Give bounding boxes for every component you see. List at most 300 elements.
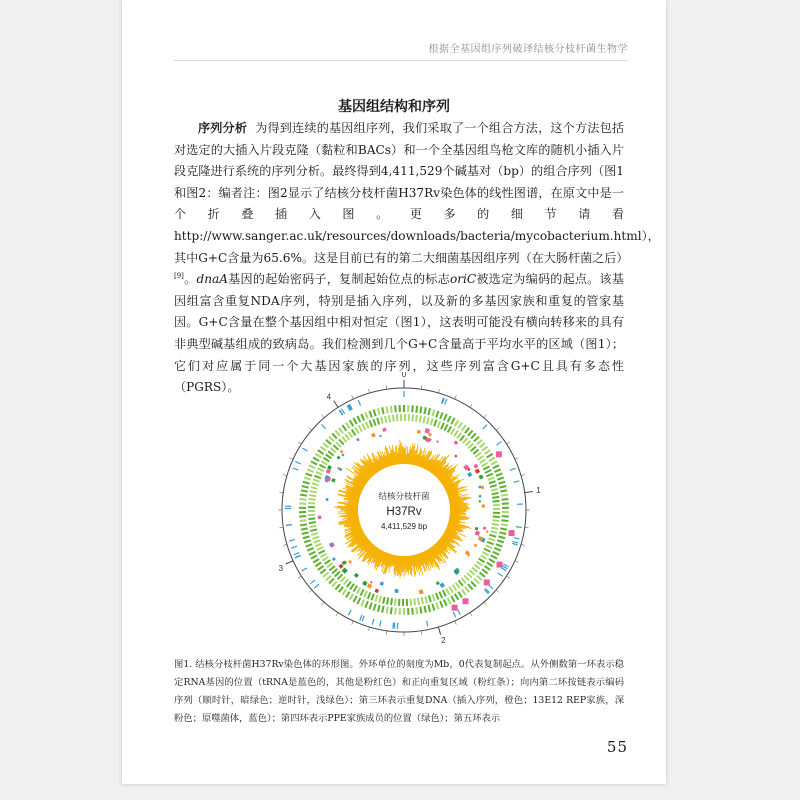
cds-reverse-mark [312, 537, 319, 539]
cds-reverse-mark [320, 554, 326, 557]
cds-reverse-mark [317, 547, 323, 550]
paragraph-heading: 序列分析 [198, 121, 248, 135]
cds-reverse-mark [312, 483, 319, 485]
cds-reverse-mark [411, 599, 412, 606]
rna-gene-mark [498, 573, 503, 576]
genome-circular-map [266, 372, 542, 648]
gene-name-dnaA: dnaA [196, 272, 228, 287]
center-strain-label: H37Rv [386, 506, 422, 518]
scale-tick [289, 458, 293, 460]
body-paragraph [174, 118, 660, 399]
cds-reverse-mark [420, 416, 421, 423]
gc-value-line [450, 508, 470, 509]
cds-reverse-mark [477, 562, 483, 566]
cds-reverse-mark [438, 421, 441, 427]
paragraph-text-part-b: 。 [183, 272, 197, 287]
cds-reverse-mark [422, 597, 423, 604]
cds-forward-mark [301, 490, 308, 491]
cds-forward-mark [361, 414, 364, 420]
cds-reverse-mark [319, 465, 325, 468]
cds-forward-mark [304, 540, 311, 542]
rna-gene-mark [358, 400, 360, 406]
cds-forward-mark [339, 428, 343, 433]
repeat-dna-mark [332, 557, 336, 561]
repeat-dna-mark [342, 568, 348, 574]
repeat-dna-mark [362, 581, 367, 586]
cds-forward-mark [353, 418, 356, 424]
cds-reverse-mark [473, 450, 478, 454]
rna-gene-mark [348, 610, 351, 615]
cds-forward-mark [428, 605, 430, 612]
cds-forward-mark [306, 544, 313, 546]
cds-reverse-mark [425, 596, 427, 603]
rna-gene-mark [489, 585, 493, 589]
cds-reverse-mark [490, 485, 497, 487]
cds-forward-mark [465, 428, 469, 433]
repeat-dna-mark [380, 582, 384, 586]
repeat-dna-mark [375, 589, 379, 593]
rna-gene-mark [314, 584, 319, 588]
scale-label-1mb: 1 [536, 486, 541, 496]
cds-forward-mark [346, 423, 350, 429]
cds-reverse-mark [359, 425, 362, 431]
cds-reverse-mark [395, 599, 396, 606]
rna-gene-mark [453, 612, 456, 617]
repeat-region-mark [452, 605, 458, 611]
scale-tick [484, 602, 487, 605]
rna-gene-mark [286, 525, 292, 526]
cds-forward-mark [300, 524, 307, 525]
repeat-region-mark [497, 562, 503, 568]
scale-tick [421, 631, 422, 635]
rna-gene-mark [291, 546, 297, 548]
scale-label-2mb: 2 [441, 636, 446, 646]
cds-forward-mark [342, 589, 346, 595]
rna-gene-mark [393, 623, 394, 629]
paragraph-text-part-a: 为得到连续的基因组序列，我们采取了一个组合方法，这个方法包括对选定的大插入片段克隆（黏粒和BACs）和一个全基因组鸟枪文库的随机小插入片段克隆进行系统的序列分析。最终得到4,411,529个碱基对（bp）的组合序列（图1和图2：编者注：图2显示了结核分枝杆菌H37Rv染色体的线性图谱，在原文中是一个折叠插入图。更多的细节请看http://www.sanger.ac.uk/resources/downloads/bacteria/mycobacterium.html），其中G+C含量为65.6%。这是目前已有的第二大细菌基因组序列（在大肠杆菌之后） [174, 121, 660, 265]
rna-gene-mark [372, 619, 374, 625]
scale-tick [525, 491, 533, 492]
cds-reverse-mark [352, 430, 356, 436]
cds-forward-mark [353, 596, 356, 602]
cds-reverse-mark [492, 520, 499, 521]
paragraph-text-part-d: 被选定为编码的起点。该基因组富含重复NDA序列，特别是插入序列，以及新的多基因家族和重复的管家基因。G+C含量在整个基因组中相对恒定（图1），这表明可能没有横向转移来的具有非典型碱基组成的致病岛。我们检测到几个G+C含量高于平均水平的区域（图1）；它们对应属于同一个大基因家族的序列，这些序列富含G+C且具有多态性（PGRS）。 [174, 272, 624, 395]
cds-reverse-mark [318, 550, 324, 553]
cds-reverse-mark [443, 590, 446, 596]
scale-tick [386, 385, 387, 389]
cds-reverse-mark [315, 544, 321, 547]
cds-forward-mark [335, 431, 340, 436]
repeat-dna-mark [454, 440, 459, 445]
repeat-dna-mark [486, 530, 489, 533]
cds-reverse-mark [475, 453, 481, 457]
cds-reverse-mark [314, 476, 321, 479]
cds-reverse-mark [484, 549, 490, 552]
cds-forward-mark [500, 490, 507, 491]
cds-reverse-mark [308, 518, 315, 519]
rna-gene-mark [516, 527, 522, 528]
cds-forward-mark [501, 520, 508, 521]
cds-reverse-mark [448, 426, 451, 432]
rna-gene-mark [427, 621, 428, 627]
cds-forward-mark [378, 605, 380, 612]
cds-forward-mark [484, 566, 490, 570]
cds-reverse-mark [487, 542, 494, 545]
repeat-dna-mark [467, 472, 472, 477]
repeat-dna-mark [337, 456, 341, 460]
cds-reverse-mark [383, 597, 385, 604]
scale-tick [309, 427, 312, 430]
cds-reverse-mark [412, 414, 413, 421]
repeat-dna-mark [475, 531, 480, 536]
cds-reverse-mark [338, 574, 343, 579]
scale-tick [484, 415, 487, 418]
scale-tick [283, 544, 287, 545]
cds-reverse-mark [416, 415, 417, 422]
cds-forward-mark [311, 461, 317, 464]
cds-forward-mark [309, 552, 315, 555]
cds-reverse-mark [370, 420, 373, 427]
cds-reverse-mark [375, 595, 377, 602]
cds-reverse-mark [488, 538, 495, 540]
cds-forward-mark [451, 418, 454, 424]
repeat-dna-mark [483, 527, 486, 530]
repeat-dna-mark [318, 515, 322, 519]
cds-forward-mark [313, 559, 319, 563]
repeat-dna-mark [417, 430, 421, 434]
scale-tick [321, 602, 324, 605]
cds-reverse-mark [431, 418, 433, 425]
cds-reverse-mark [373, 419, 375, 426]
scale-tick [521, 544, 525, 545]
scale-tick [470, 404, 472, 407]
scale-tick [283, 475, 287, 476]
cds-forward-mark [487, 454, 493, 458]
cds-forward-mark [374, 604, 376, 611]
scale-tick [496, 427, 499, 430]
gc-value-line [405, 556, 406, 575]
cds-reverse-mark [310, 491, 317, 492]
cds-reverse-mark [323, 458, 329, 462]
cds-forward-mark [361, 600, 364, 606]
cds-forward-mark [326, 440, 331, 445]
cds-reverse-mark [331, 448, 336, 453]
cds-reverse-mark [353, 586, 357, 592]
gc-value-line [338, 511, 358, 512]
cds-forward-mark [424, 407, 425, 414]
cds-reverse-mark [482, 463, 488, 466]
repeat-dna-mark [474, 544, 477, 547]
scale-tick [525, 527, 529, 528]
cds-forward-mark [391, 607, 392, 614]
scale-tick [298, 576, 301, 578]
cds-reverse-mark [316, 472, 322, 475]
cds-reverse-mark [344, 579, 348, 584]
cds-reverse-mark [486, 545, 492, 548]
rna-gene-mark [289, 540, 295, 542]
scale-tick [438, 389, 439, 393]
cds-forward-mark [357, 416, 360, 422]
scale-tick [352, 621, 354, 625]
rna-gene-mark [458, 610, 461, 615]
cds-forward-mark [499, 532, 506, 534]
scale-tick [298, 442, 301, 444]
cds-reverse-mark [446, 588, 449, 594]
book-page [122, 0, 666, 784]
cds-reverse-mark [493, 501, 500, 502]
cds-forward-mark [315, 563, 321, 567]
cds-reverse-mark [318, 468, 324, 471]
cds-forward-mark [300, 495, 307, 496]
cds-forward-mark [357, 598, 360, 604]
scale-tick [438, 627, 440, 635]
cds-reverse-mark [471, 446, 476, 451]
cds-reverse-mark [355, 427, 359, 433]
cds-reverse-mark [372, 594, 374, 601]
cds-reverse-mark [341, 577, 346, 582]
cds-forward-mark [440, 601, 443, 608]
cds-forward-mark [412, 405, 413, 412]
cds-forward-mark [374, 409, 376, 416]
citation-marker: [9] [174, 272, 184, 281]
cds-forward-mark [465, 587, 469, 592]
repeat-dna-mark [341, 453, 344, 456]
cds-forward-mark [365, 601, 368, 608]
cds-reverse-mark [348, 432, 352, 438]
cds-reverse-mark [366, 422, 369, 428]
cds-reverse-mark [339, 439, 344, 444]
cds-reverse-mark [468, 444, 473, 449]
scale-label-4mb: 4 [326, 392, 332, 402]
cds-reverse-mark [360, 589, 363, 595]
cds-forward-mark [462, 589, 466, 595]
cds-forward-mark [307, 548, 313, 551]
cds-forward-mark [307, 469, 313, 472]
repeat-dna-mark [382, 428, 386, 432]
cds-reverse-mark [310, 529, 317, 531]
cds-reverse-mark [436, 593, 439, 600]
cds-reverse-mark [326, 454, 332, 458]
cds-forward-mark [378, 408, 380, 415]
cds-forward-mark [323, 572, 328, 576]
cds-forward-mark [315, 454, 321, 458]
cds-forward-mark [489, 458, 495, 462]
cds-reverse-mark [459, 580, 463, 586]
cds-reverse-mark [463, 438, 468, 443]
repeat-dna-mark [479, 500, 481, 502]
rna-gene-mark [302, 448, 307, 451]
cds-forward-mark [329, 437, 334, 442]
cds-forward-mark [474, 437, 479, 442]
cds-forward-mark [395, 608, 396, 615]
cds-reverse-mark [491, 489, 498, 491]
cds-forward-mark [382, 407, 383, 414]
cds-forward-mark [468, 431, 473, 436]
rna-gene-mark [483, 425, 487, 429]
cds-forward-mark [386, 406, 387, 413]
cds-reverse-mark [321, 461, 327, 465]
repeat-region-mark [496, 451, 502, 457]
cds-reverse-mark [486, 474, 492, 477]
rna-gene-mark [362, 616, 364, 622]
header-rule [174, 60, 628, 61]
cds-forward-mark [313, 458, 319, 462]
cds-forward-mark [420, 607, 421, 614]
cds-forward-mark [311, 555, 317, 558]
cds-forward-mark [303, 482, 310, 484]
cds-forward-mark [491, 555, 497, 558]
cds-forward-mark [458, 592, 462, 598]
rna-gene-mark [295, 462, 300, 464]
cds-reverse-mark [308, 503, 315, 504]
cds-reverse-mark [389, 415, 390, 422]
cds-forward-mark [432, 409, 434, 416]
cds-reverse-mark [397, 414, 398, 421]
cds-forward-mark [382, 606, 383, 613]
cds-forward-mark [496, 544, 503, 546]
scale-tick [455, 621, 457, 625]
cds-reverse-mark [466, 441, 471, 446]
scale-tick [286, 561, 293, 564]
cds-reverse-mark [444, 424, 447, 430]
cds-reverse-mark [310, 526, 317, 527]
cds-reverse-mark [479, 558, 485, 562]
cds-forward-mark [494, 548, 500, 551]
cds-reverse-mark [311, 533, 318, 535]
cds-reverse-mark [491, 528, 498, 529]
rna-gene-mark [293, 468, 299, 470]
cds-forward-mark [498, 536, 505, 538]
cds-reverse-mark [488, 477, 495, 479]
cds-forward-mark [448, 416, 451, 422]
repeat-dna-mark [475, 469, 480, 474]
scale-label-3mb: 3 [278, 563, 284, 573]
cds-forward-mark [318, 566, 324, 570]
cds-forward-mark [468, 584, 473, 589]
cds-forward-mark [326, 576, 331, 581]
cds-forward-mark [300, 520, 307, 521]
cds-forward-mark [487, 563, 493, 567]
cds-forward-mark [493, 552, 499, 555]
cds-reverse-mark [441, 423, 444, 429]
repeat-dna-mark [371, 433, 376, 438]
cds-reverse-mark [478, 456, 484, 460]
cds-reverse-mark [492, 497, 499, 498]
repeat-dna-mark [475, 527, 479, 531]
cds-reverse-mark [332, 569, 337, 574]
repeat-dna-mark [454, 455, 457, 458]
cds-forward-mark [432, 604, 434, 611]
scale-tick [279, 492, 283, 493]
scale-tick [309, 590, 312, 593]
repeat-dna-mark [354, 573, 359, 578]
cds-forward-mark [462, 425, 466, 431]
cds-reverse-mark [470, 570, 475, 575]
cds-forward-mark [451, 596, 454, 602]
repeat-dna-mark [478, 485, 481, 488]
cds-reverse-mark [460, 435, 464, 440]
page-number: 55 [606, 738, 628, 756]
cds-forward-mark [501, 495, 508, 496]
cds-reverse-mark [379, 596, 381, 603]
scale-tick [515, 561, 519, 563]
repeat-dna-mark [326, 498, 329, 501]
scale-tick [336, 613, 338, 616]
cds-forward-mark [484, 450, 490, 454]
scale-tick [321, 415, 324, 418]
cds-reverse-mark [327, 563, 333, 567]
scale-tick [455, 395, 457, 399]
cds-forward-mark [477, 440, 482, 445]
cds-reverse-mark [309, 499, 316, 500]
scale-tick [386, 631, 387, 635]
cds-reverse-mark [414, 598, 415, 605]
cds-reverse-mark [368, 592, 371, 598]
repeat-region-mark [509, 530, 515, 536]
cds-forward-mark [458, 423, 462, 429]
cds-forward-mark [501, 524, 508, 525]
cds-forward-mark [346, 592, 350, 598]
cds-forward-mark [302, 532, 309, 534]
cds-reverse-mark [485, 470, 491, 473]
cds-forward-mark [416, 607, 417, 614]
cds-forward-mark [320, 447, 326, 451]
repeat-dna-mark [370, 581, 373, 584]
cds-forward-mark [498, 482, 505, 484]
scale-tick [352, 395, 354, 399]
paragraph-text-part-c: 基因的起始密码子，复制起始位点的标志 [227, 272, 450, 287]
cds-reverse-mark [342, 437, 347, 442]
cds-forward-mark [335, 584, 340, 589]
repeat-dna-mark [395, 589, 399, 593]
cds-forward-mark [474, 579, 479, 584]
scale-tick [279, 527, 283, 528]
gc-value-line [402, 446, 403, 464]
cds-forward-mark [482, 569, 488, 573]
cds-forward-mark [365, 412, 368, 419]
cds-reverse-mark [381, 417, 383, 424]
cds-forward-mark [332, 581, 337, 586]
cds-reverse-mark [449, 587, 453, 593]
repeat-dna-mark [424, 428, 430, 434]
rna-gene-mark [380, 621, 381, 627]
scale-tick [470, 613, 472, 616]
cds-forward-mark [350, 594, 354, 600]
cds-forward-mark [471, 433, 476, 438]
cds-reverse-mark [364, 591, 367, 597]
cds-forward-mark [303, 536, 310, 538]
rna-gene-mark [321, 424, 325, 428]
genome-map-graphic [266, 372, 542, 648]
repeat-region-mark [462, 598, 468, 604]
cds-reverse-mark [454, 431, 458, 437]
cds-forward-mark [369, 411, 371, 418]
cds-reverse-mark [385, 416, 386, 423]
repeat-dna-mark [479, 495, 482, 498]
scale-tick [507, 442, 510, 444]
cds-reverse-mark [457, 433, 461, 439]
scale-tick [369, 389, 370, 393]
repeat-dna-mark [367, 583, 372, 588]
cds-reverse-mark [387, 598, 388, 605]
cds-forward-mark [497, 478, 504, 480]
gene-name-oriC: oriC [449, 272, 477, 287]
cds-reverse-mark [432, 594, 434, 601]
rna-gene-mark [311, 580, 316, 584]
cds-forward-mark [301, 528, 308, 529]
repeat-dna-mark [473, 464, 478, 469]
cds-reverse-mark [489, 481, 496, 483]
